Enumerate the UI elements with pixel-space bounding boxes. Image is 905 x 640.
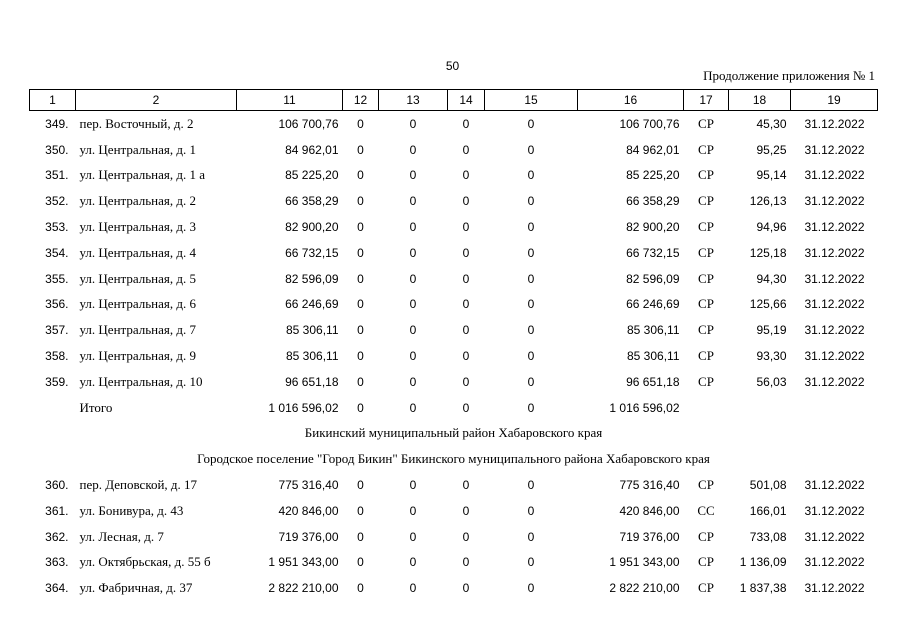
- value-cell: 1 951 343,00: [609, 555, 680, 570]
- column-header: 1: [30, 90, 76, 111]
- value-cell: 0: [527, 503, 535, 518]
- unit-cost-cell: 45,30: [756, 116, 787, 131]
- value-cell: 82 900,20: [626, 220, 680, 235]
- date-cell: 31.12.2022: [804, 116, 865, 131]
- row-number: 349.: [45, 116, 69, 131]
- value-cell: 0: [462, 555, 470, 570]
- group-1-rows: [30, 111, 878, 395]
- row-number: 360.: [45, 478, 69, 493]
- value-cell: 0: [527, 529, 535, 544]
- value-cell: 0: [409, 220, 417, 235]
- date-cell: 31.12.2022: [804, 529, 865, 544]
- total-cell: 0: [527, 400, 535, 415]
- value-cell: 84 962,01: [626, 142, 680, 157]
- value-cell: 0: [527, 194, 535, 209]
- source-code-cell: СР: [698, 580, 714, 596]
- address-cell: ул. Центральная, д. 1: [79, 141, 196, 157]
- value-cell: 0: [409, 349, 417, 364]
- value-cell: 82 596,09: [626, 271, 680, 286]
- source-code-cell: СР: [698, 193, 714, 209]
- date-cell: 31.12.2022: [804, 142, 865, 157]
- value-cell: 66 358,29: [285, 194, 339, 209]
- continuation-label: Продолжение приложения № 1: [703, 68, 875, 83]
- district-heading-row: [30, 421, 878, 447]
- value-cell: 0: [409, 168, 417, 183]
- source-code-cell: СР: [698, 348, 714, 364]
- date-cell: 31.12.2022: [804, 503, 865, 518]
- value-cell: 775 316,40: [278, 478, 339, 493]
- column-header: 12: [343, 90, 379, 111]
- unit-cost-cell: 93,30: [756, 349, 787, 364]
- row-number: 361.: [45, 503, 69, 518]
- source-code-cell: СР: [698, 554, 714, 570]
- value-cell: 0: [357, 555, 364, 570]
- value-cell: 85 306,11: [627, 349, 680, 364]
- unit-cost-cell: 56,03: [756, 374, 787, 389]
- address-cell: ул. Центральная, д. 2: [79, 193, 196, 209]
- address-cell: пер. Восточный, д. 2: [79, 115, 194, 131]
- value-cell: 0: [462, 323, 470, 338]
- table-row: [30, 472, 878, 498]
- value-cell: 0: [357, 529, 364, 544]
- source-code-cell: СР: [698, 322, 714, 338]
- value-cell: 0: [409, 529, 417, 544]
- row-number: 364.: [45, 581, 69, 596]
- date-cell: 31.12.2022: [804, 245, 865, 260]
- source-code-cell: СР: [698, 270, 714, 286]
- address-cell: ул. Фабричная, д. 37: [79, 580, 193, 596]
- unit-cost-cell: 125,18: [749, 245, 787, 260]
- value-cell: 775 316,40: [619, 478, 680, 493]
- unit-cost-cell: 125,66: [749, 297, 787, 312]
- value-cell: 0: [527, 297, 535, 312]
- date-cell: 31.12.2022: [804, 220, 865, 235]
- value-cell: 0: [462, 168, 470, 183]
- value-cell: 85 306,11: [286, 323, 339, 338]
- value-cell: 0: [409, 194, 417, 209]
- date-cell: 31.12.2022: [804, 168, 865, 183]
- value-cell: 0: [357, 374, 364, 389]
- address-cell: ул. Центральная, д. 3: [79, 219, 196, 235]
- value-cell: 0: [357, 194, 364, 209]
- value-cell: 0: [527, 581, 535, 596]
- table-row: [30, 214, 878, 240]
- value-cell: 0: [357, 271, 364, 286]
- source-code-cell: СР: [698, 477, 714, 493]
- value-cell: 0: [527, 374, 535, 389]
- table-row: [30, 343, 878, 369]
- value-cell: 0: [357, 478, 364, 493]
- column-header: 18: [729, 90, 791, 111]
- total-label: Итого: [79, 399, 113, 415]
- value-cell: 1 951 343,00: [268, 555, 339, 570]
- source-code-cell: СР: [698, 528, 714, 544]
- row-number: 362.: [45, 529, 69, 544]
- value-cell: 0: [409, 116, 417, 131]
- address-cell: ул. Центральная, д. 1 а: [79, 167, 206, 183]
- date-cell: 31.12.2022: [804, 323, 865, 338]
- table-row: [30, 188, 878, 214]
- date-cell: 31.12.2022: [804, 271, 865, 286]
- address-cell: ул. Центральная, д. 7: [79, 322, 196, 338]
- value-cell: 0: [409, 581, 417, 596]
- value-cell: 66 246,69: [626, 297, 680, 312]
- date-cell: 31.12.2022: [804, 478, 865, 493]
- date-cell: 31.12.2022: [804, 555, 865, 570]
- date-cell: 31.12.2022: [804, 297, 865, 312]
- value-cell: 0: [527, 478, 535, 493]
- table-row: [30, 163, 878, 189]
- row-number: 359.: [45, 374, 69, 389]
- value-cell: 0: [357, 581, 364, 596]
- value-cell: 0: [527, 142, 535, 157]
- row-number: 352.: [45, 194, 69, 209]
- row-number: 357.: [45, 323, 69, 338]
- value-cell: 0: [357, 116, 364, 131]
- value-cell: 0: [357, 245, 364, 260]
- value-cell: 0: [357, 323, 364, 338]
- column-header: 11: [237, 90, 343, 111]
- value-cell: 66 246,69: [285, 297, 339, 312]
- value-cell: 0: [409, 503, 417, 518]
- total-cell: 1 016 596,02: [609, 400, 680, 415]
- value-cell: 0: [527, 555, 535, 570]
- table-row: [30, 575, 878, 601]
- value-cell: 0: [527, 168, 535, 183]
- value-cell: 0: [527, 116, 535, 131]
- value-cell: 0: [409, 374, 417, 389]
- source-code-cell: СР: [698, 373, 714, 389]
- value-cell: 82 900,20: [285, 220, 339, 235]
- source-code-cell: СР: [698, 219, 714, 235]
- district-heading: Бикинский муниципальный район Хабаровского края: [304, 425, 603, 441]
- table-row: [30, 498, 878, 524]
- row-number: 354.: [45, 245, 69, 260]
- address-cell: ул. Центральная, д. 6: [79, 296, 196, 312]
- column-header: 15: [485, 90, 578, 111]
- unit-cost-cell: 501,08: [749, 478, 787, 493]
- value-cell: 0: [462, 142, 470, 157]
- total-cell: 0: [409, 400, 417, 415]
- unit-cost-cell: 94,96: [756, 220, 787, 235]
- value-cell: 0: [357, 297, 364, 312]
- column-header: 14: [448, 90, 485, 111]
- row-number: 355.: [45, 271, 69, 286]
- value-cell: 85 225,20: [626, 168, 680, 183]
- column-header: 16: [578, 90, 684, 111]
- row-number: 351.: [45, 168, 69, 183]
- table-row: [30, 317, 878, 343]
- row-number: 353.: [45, 220, 69, 235]
- group-2-rows: [30, 472, 878, 601]
- value-cell: 85 306,11: [286, 349, 339, 364]
- header-row: [30, 90, 878, 111]
- unit-cost-cell: 733,08: [749, 529, 787, 544]
- value-cell: 719 376,00: [278, 529, 339, 544]
- total-cell: 0: [357, 400, 364, 415]
- table-row: [30, 137, 878, 163]
- unit-cost-cell: 95,14: [756, 168, 787, 183]
- address-cell: ул. Бонивура, д. 43: [79, 502, 184, 518]
- unit-cost-cell: 166,01: [749, 503, 787, 518]
- value-cell: 0: [409, 555, 417, 570]
- column-header: 2: [76, 90, 237, 111]
- value-cell: 0: [357, 220, 364, 235]
- date-cell: 31.12.2022: [804, 194, 865, 209]
- value-cell: 0: [462, 478, 470, 493]
- value-cell: 96 651,18: [626, 374, 680, 389]
- unit-cost-cell: 1 837,38: [739, 581, 787, 596]
- value-cell: 0: [357, 142, 364, 157]
- table-row: [30, 369, 878, 395]
- source-code-cell: СР: [698, 244, 714, 260]
- table-row: [30, 550, 878, 576]
- unit-cost-cell: 94,30: [756, 271, 787, 286]
- row-number: 358.: [45, 349, 69, 364]
- address-cell: ул. Центральная, д. 10: [79, 373, 203, 389]
- total-section: [30, 395, 878, 472]
- value-cell: 0: [462, 374, 470, 389]
- value-cell: 0: [462, 297, 470, 312]
- source-code-cell: СР: [698, 115, 714, 131]
- date-cell: 31.12.2022: [804, 581, 865, 596]
- value-cell: 85 306,11: [627, 323, 680, 338]
- value-cell: 0: [462, 245, 470, 260]
- value-cell: 66 732,15: [285, 245, 339, 260]
- date-cell: 31.12.2022: [804, 349, 865, 364]
- value-cell: 0: [462, 220, 470, 235]
- value-cell: 0: [527, 349, 535, 364]
- value-cell: 0: [527, 245, 535, 260]
- value-cell: 82 596,09: [285, 271, 339, 286]
- table-row: [30, 292, 878, 318]
- source-code-cell: СР: [698, 167, 714, 183]
- source-code-cell: СС: [697, 502, 715, 518]
- value-cell: 719 376,00: [619, 529, 680, 544]
- value-cell: 0: [409, 297, 417, 312]
- value-cell: 0: [409, 245, 417, 260]
- column-header: 17: [684, 90, 729, 111]
- value-cell: 0: [462, 529, 470, 544]
- total-cell: 0: [462, 400, 470, 415]
- value-cell: 0: [462, 581, 470, 596]
- value-cell: 420 846,00: [619, 503, 680, 518]
- source-code-cell: СР: [698, 141, 714, 157]
- column-header: 13: [379, 90, 448, 111]
- data-table: [29, 89, 878, 601]
- value-cell: 2 822 210,00: [268, 581, 339, 596]
- value-cell: 420 846,00: [278, 503, 339, 518]
- value-cell: 0: [527, 271, 535, 286]
- unit-cost-cell: 126,13: [749, 194, 787, 209]
- row-number: 350.: [45, 142, 69, 157]
- value-cell: 0: [527, 220, 535, 235]
- address-cell: ул. Октябрьская, д. 55 б: [79, 554, 211, 570]
- value-cell: 96 651,18: [285, 374, 339, 389]
- value-cell: 85 225,20: [285, 168, 339, 183]
- value-cell: 0: [527, 323, 535, 338]
- value-cell: 0: [462, 271, 470, 286]
- table-row: [30, 266, 878, 292]
- address-cell: пер. Деповской, д. 17: [79, 477, 198, 493]
- value-cell: 0: [409, 271, 417, 286]
- value-cell: 0: [462, 503, 470, 518]
- row-number: 356.: [45, 297, 69, 312]
- value-cell: 0: [357, 349, 364, 364]
- source-code-cell: СР: [698, 296, 714, 312]
- value-cell: 106 700,76: [278, 116, 339, 131]
- address-cell: ул. Лесная, д. 7: [79, 528, 164, 544]
- column-header: 19: [791, 90, 878, 111]
- value-cell: 66 358,29: [626, 194, 680, 209]
- unit-cost-cell: 95,19: [756, 323, 787, 338]
- row-number: 363.: [45, 555, 69, 570]
- value-cell: 0: [462, 349, 470, 364]
- value-cell: 2 822 210,00: [609, 581, 680, 596]
- value-cell: 0: [409, 323, 417, 338]
- table-row: [30, 524, 878, 550]
- date-cell: 31.12.2022: [804, 374, 865, 389]
- address-cell: ул. Центральная, д. 5: [79, 270, 196, 286]
- value-cell: 0: [357, 168, 364, 183]
- settlement-heading: Городское поселение "Город Бикин" Бикинского муниципального района Хабаровского края: [197, 451, 710, 467]
- value-cell: 0: [409, 478, 417, 493]
- value-cell: 106 700,76: [619, 116, 680, 131]
- value-cell: 84 962,01: [285, 142, 339, 157]
- table-row: [30, 111, 878, 137]
- value-cell: 0: [462, 116, 470, 131]
- unit-cost-cell: 95,25: [756, 142, 787, 157]
- unit-cost-cell: 1 136,09: [739, 555, 787, 570]
- value-cell: 0: [357, 503, 364, 518]
- value-cell: 0: [462, 194, 470, 209]
- value-cell: 66 732,15: [626, 245, 680, 260]
- total-cell: 1 016 596,02: [268, 400, 339, 415]
- page-number: 50: [445, 59, 460, 73]
- total-row: [30, 395, 878, 421]
- value-cell: 0: [409, 142, 417, 157]
- address-cell: ул. Центральная, д. 9: [79, 348, 196, 364]
- settlement-heading-row: [30, 446, 878, 472]
- table-row: [30, 240, 878, 266]
- address-cell: ул. Центральная, д. 4: [79, 244, 196, 260]
